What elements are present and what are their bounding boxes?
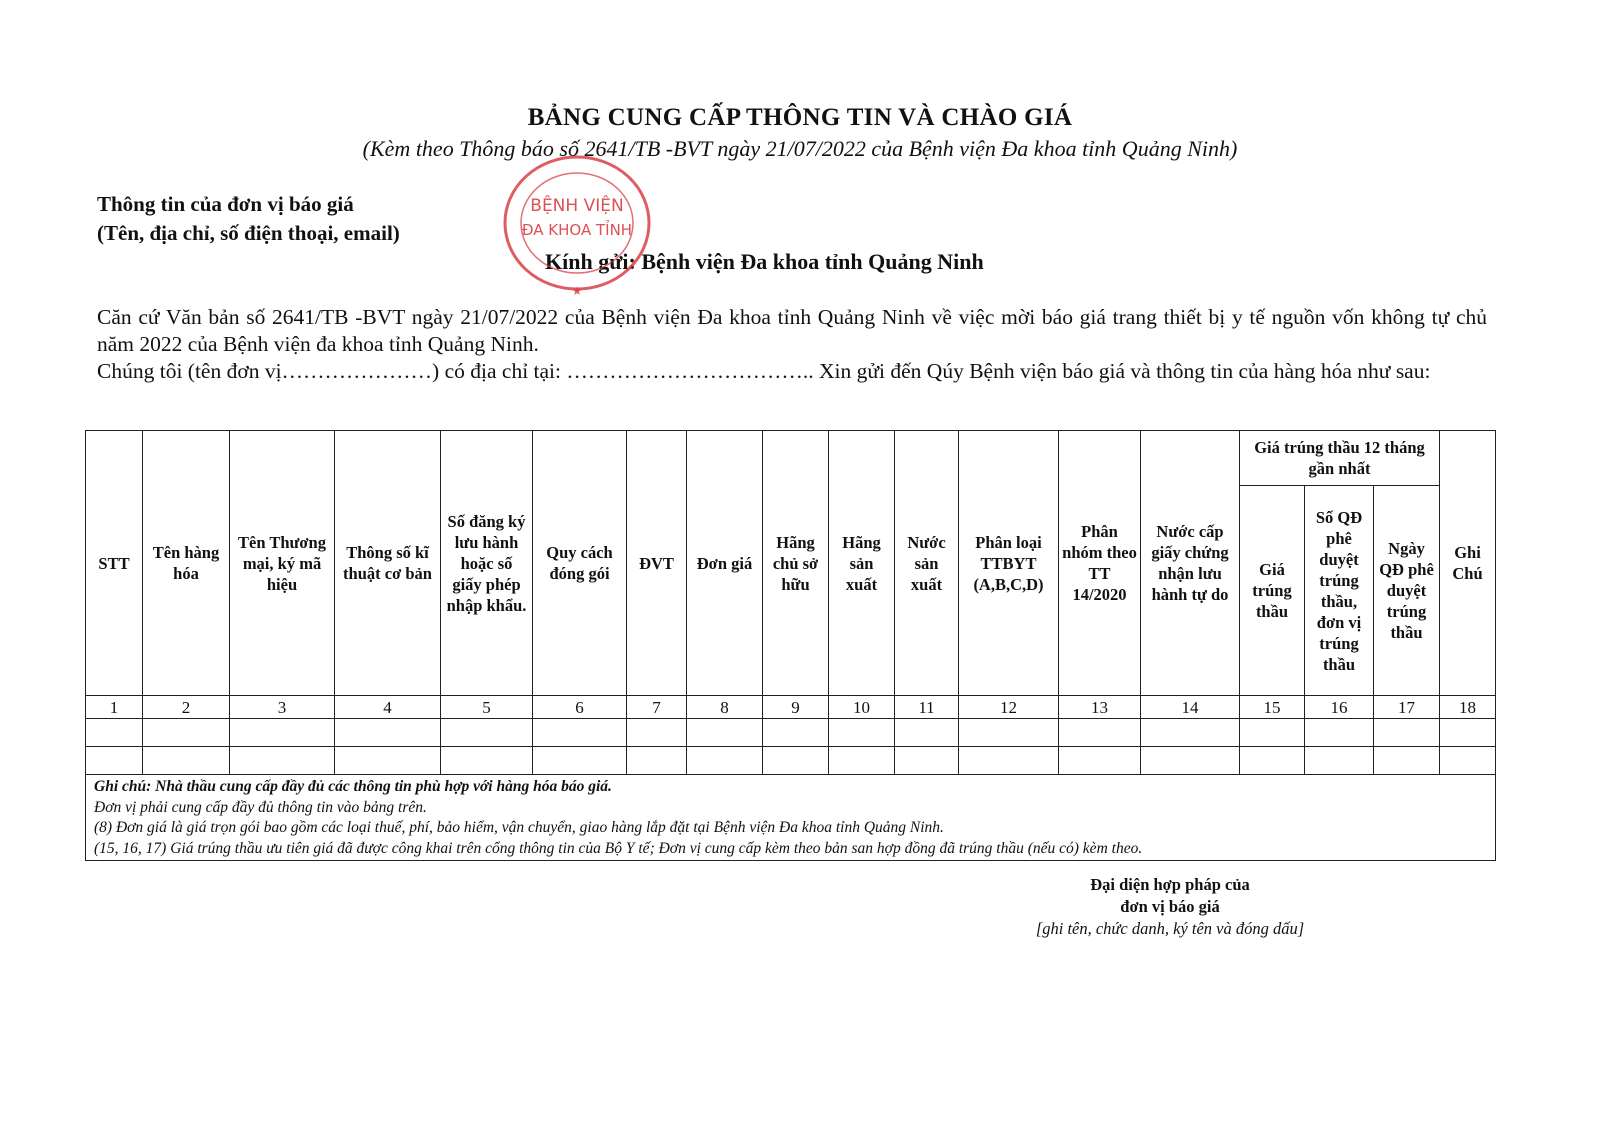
header-specs: Thông số kĩ thuật cơ bản	[335, 431, 441, 696]
header-free-sale-country: Nước cấp giấy chứng nhận lưu hành tự do	[1141, 431, 1240, 696]
blank-cell	[533, 719, 627, 747]
column-number: 9	[763, 696, 829, 719]
column-number: 2	[143, 696, 230, 719]
table-row	[86, 747, 1496, 775]
sender-info-hint: (Tên, địa chỉ, số điện thoại, email)	[97, 221, 400, 245]
blank-cell	[627, 719, 687, 747]
header-device-class: Phân loại TTBYT (A,B,C,D)	[959, 431, 1059, 696]
blank-cell	[763, 747, 829, 775]
header-recent-winning-price-group: Giá trúng thầu 12 tháng gần nhất	[1240, 431, 1440, 486]
column-number: 18	[1440, 696, 1496, 719]
header-owner-brand: Hãng chủ sở hữu	[763, 431, 829, 696]
blank-cell	[1305, 747, 1374, 775]
column-number: 5	[441, 696, 533, 719]
column-number: 14	[1141, 696, 1240, 719]
blank-cell	[335, 747, 441, 775]
signature-title: Đại diện hợp pháp của	[1090, 875, 1250, 894]
table-notes	[86, 775, 1496, 861]
blank-cell	[763, 719, 829, 747]
note-fill-all: Đơn vị phải cung cấp đầy đủ thông tin vào bảng trên.	[94, 798, 427, 816]
document-title: BẢNG CUNG CẤP THÔNG TIN VÀ CHÀO GIÁ	[527, 104, 1073, 131]
document-subtitle: (Kèm theo Thông báo số 2641/TB -BVT ngày 21/07/2022 của Bệnh viện Đa khoa tỉnh Quảng Ninh)	[362, 136, 1238, 161]
blank-cell	[1141, 719, 1240, 747]
column-number: 8	[687, 696, 763, 719]
blank-cell	[1240, 747, 1305, 775]
blank-cell	[1240, 719, 1305, 747]
sender-info-label: Thông tin của đơn vị báo giá	[97, 192, 354, 216]
signature-instruction: [ghi tên, chức danh, ký tên và đóng dấu]	[1035, 919, 1305, 938]
blank-cell	[895, 747, 959, 775]
blank-cell	[1059, 747, 1141, 775]
blank-cell	[143, 719, 230, 747]
blank-cell	[829, 719, 895, 747]
intro-text	[97, 304, 1487, 385]
header-product-name: Tên hàng hóa	[143, 431, 230, 696]
column-number: 3	[230, 696, 335, 719]
column-number: 12	[959, 696, 1059, 719]
stamp-text-line2: ĐA KHOA TỈNH	[521, 221, 633, 239]
blank-cell	[86, 719, 143, 747]
blank-cell	[230, 719, 335, 747]
note-winning-price: (15, 16, 17) Giá trúng thầu ưu tiên giá đã được công khai trên cổng thông tin của Bộ Y tế; Đơn vị cung cấp kèm theo bản san hợp đồng đã trúng thầu (nếu có) kèm theo.	[94, 839, 1143, 857]
header-packaging: Quy cách đóng gói	[533, 431, 627, 696]
header-stt: STT	[86, 431, 143, 696]
quotation-table	[85, 430, 1496, 861]
blank-cell	[230, 747, 335, 775]
header-winning-price: Giá trúng thầu	[1240, 486, 1305, 696]
blank-cell	[86, 747, 143, 775]
header-trade-name: Tên Thương mại, ký mã hiệu	[230, 431, 335, 696]
header-unit: ĐVT	[627, 431, 687, 696]
blank-cell	[143, 747, 230, 775]
header-decision-date: Ngày QĐ phê duyệt trúng thầu	[1374, 486, 1440, 696]
blank-cell	[627, 747, 687, 775]
header-group: Phân nhóm theo TT 14/2020	[1059, 431, 1141, 696]
blank-cell	[895, 719, 959, 747]
header-country-of-origin: Nước sản xuất	[895, 431, 959, 696]
blank-cell	[1059, 719, 1141, 747]
hospital-stamp-icon	[497, 155, 662, 305]
blank-cell	[959, 747, 1059, 775]
intro-paragraph-basis: Căn cứ Văn bản số 2641/TB -BVT ngày 21/07/2022 của Bệnh viện Đa khoa tỉnh Quảng Ninh về việc mời báo giá trang thiết bị y tế nguồn vốn không tự chủ năm 2022 của Bệnh viện đa khoa tỉnh Quảng Ninh.	[97, 305, 1487, 356]
column-number: 17	[1374, 696, 1440, 719]
column-number: 11	[895, 696, 959, 719]
header-unit-price: Đơn giá	[687, 431, 763, 696]
stamp-text-line1: BỆNH VIỆN	[530, 196, 624, 216]
blank-cell	[687, 747, 763, 775]
column-number: 10	[829, 696, 895, 719]
blank-cell	[1305, 719, 1374, 747]
column-number: 15	[1240, 696, 1305, 719]
column-number: 16	[1305, 696, 1374, 719]
blank-cell	[1440, 747, 1496, 775]
blank-cell	[335, 719, 441, 747]
blank-cell	[441, 719, 533, 747]
column-number: 4	[335, 696, 441, 719]
signature-unit: đơn vị báo giá	[1120, 897, 1220, 916]
blank-cell	[441, 747, 533, 775]
note-general: Ghi chú: Nhà thầu cung cấp đầy đủ các thông tin phù hợp với hàng hóa báo giá.	[94, 778, 612, 795]
blank-cell	[1141, 747, 1240, 775]
signature-block	[920, 874, 1420, 940]
note-unit-price: (8) Đơn giá là giá trọn gói bao gồm các loại thuế, phí, bảo hiểm, vận chuyển, giao hàng lắp đặt tại Bệnh viện Đa khoa tỉnh Quảng Ninh.	[94, 819, 944, 836]
recipient-line: Kính gửi: Bệnh viện Đa khoa tỉnh Quảng Ninh	[545, 249, 984, 274]
column-number: 6	[533, 696, 627, 719]
column-number: 1	[86, 696, 143, 719]
blank-cell	[959, 719, 1059, 747]
sender-info-block	[97, 190, 400, 248]
blank-cell	[829, 747, 895, 775]
column-number: 13	[1059, 696, 1141, 719]
header-decision-number: Số QĐ phê duyệt trúng thầu, đơn vị trúng thầu	[1305, 486, 1374, 696]
blank-cell	[1440, 719, 1496, 747]
header-notes: Ghi Chú	[1440, 431, 1496, 696]
intro-paragraph-unit: Chúng tôi (tên đơn vị…………………) có địa chỉ tại: …………………………….. Xin gửi đến Qúy Bệnh viện báo giá và thông tin của hàng hóa như sau:	[97, 359, 1431, 383]
blank-cell	[687, 719, 763, 747]
header-registration-number: Số đăng ký lưu hành hoặc số giấy phép nhập khẩu.	[441, 431, 533, 696]
blank-cell	[1374, 719, 1440, 747]
column-number-row	[86, 696, 1496, 719]
column-number: 7	[627, 696, 687, 719]
svg-text:★: ★	[571, 284, 583, 298]
table-row	[86, 719, 1496, 747]
blank-cell	[1374, 747, 1440, 775]
blank-cell	[533, 747, 627, 775]
header-manufacturer: Hãng sản xuất	[829, 431, 895, 696]
